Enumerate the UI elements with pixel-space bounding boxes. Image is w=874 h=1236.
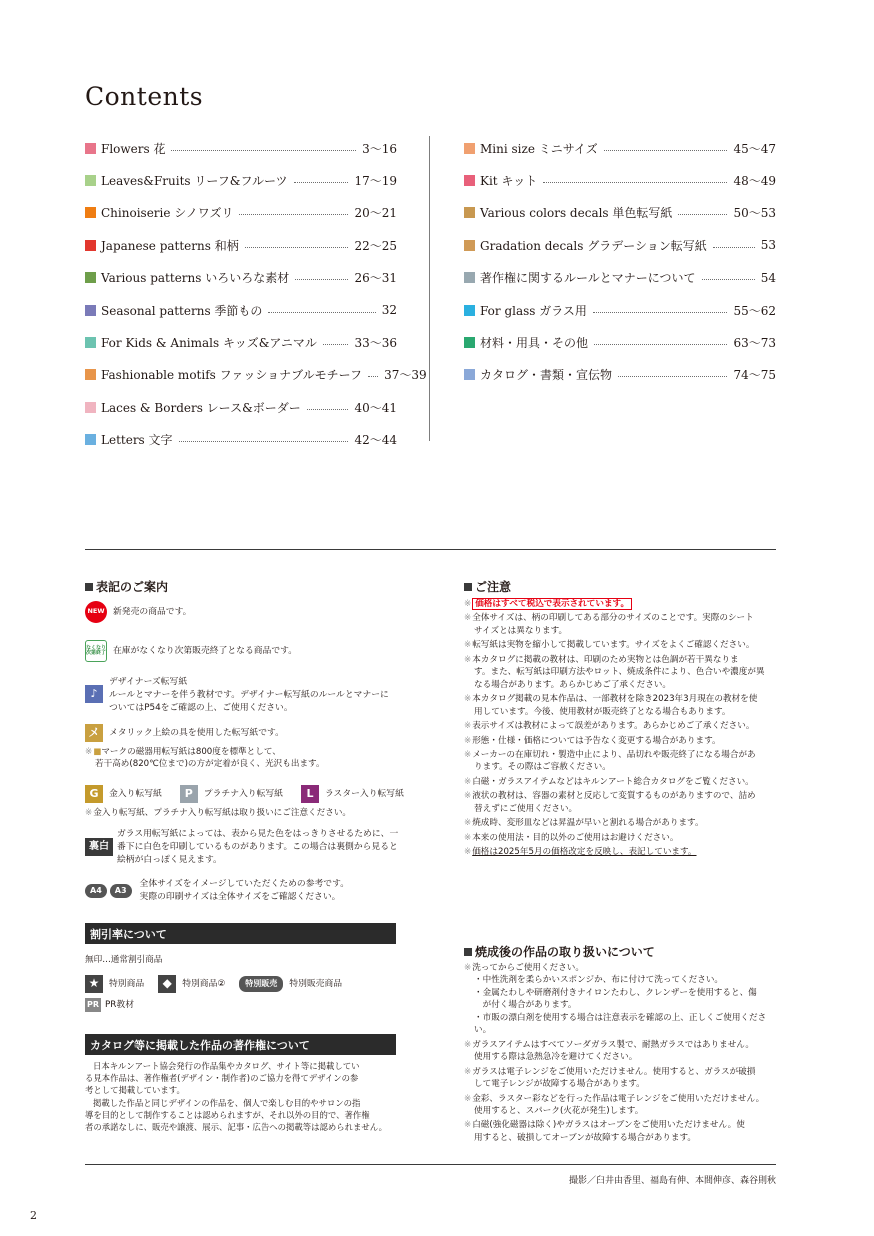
heading-square-icon bbox=[464, 948, 472, 956]
note-mark: ※ bbox=[464, 735, 472, 746]
note-mark: ※ bbox=[464, 1120, 472, 1131]
toc-label: Flowers 花 bbox=[101, 141, 166, 156]
after-firing-text: 使用すると、スパーク(火花が発生)します。 bbox=[474, 1105, 644, 1116]
ura-shiro-badge-icon: 裏白 bbox=[85, 838, 113, 856]
a3-badge-icon: A3 bbox=[110, 884, 132, 898]
toc-leader-dots bbox=[593, 312, 728, 313]
after-firing-line bbox=[464, 1132, 776, 1144]
toc-item[interactable] bbox=[85, 164, 397, 196]
caution-heading bbox=[464, 578, 511, 595]
caution-line bbox=[464, 735, 776, 747]
star-icon: ★ bbox=[85, 975, 103, 993]
toc-label: Mini size ミニサイズ bbox=[480, 141, 598, 156]
toc-leader-dots bbox=[604, 150, 728, 151]
after-firing-line bbox=[464, 1066, 776, 1078]
after-firing-line bbox=[464, 999, 776, 1011]
copyright-line2: る見本作品は、著作権者(デザイン・制作者)のご協力を得てデザインの参 bbox=[85, 1073, 359, 1084]
note-mark: ※ bbox=[464, 832, 472, 843]
toc-label: Seasonal patterns 季節もの bbox=[101, 303, 263, 318]
toc-leader-dots bbox=[268, 312, 375, 313]
caution-line bbox=[464, 790, 776, 802]
toc-item[interactable] bbox=[464, 326, 776, 358]
toc-label: Leaves&Fruits リーフ&フルーツ bbox=[101, 174, 288, 189]
toc-item[interactable] bbox=[464, 294, 776, 326]
caution-text: メーカーの在庫切れ・製造中止により、品切れや販売終了になる場合があ bbox=[472, 749, 756, 760]
legend-out-row bbox=[85, 640, 297, 662]
caution-text: 全体サイズは、柄の印刷してある部分のサイズのことです。実際のシート bbox=[472, 613, 754, 624]
toc-item[interactable] bbox=[464, 197, 776, 229]
toc-leader-dots bbox=[295, 279, 348, 280]
toc-color-swatch bbox=[85, 175, 96, 186]
toc-color-swatch bbox=[85, 337, 96, 348]
special-sale-badge-icon: 特別販売 bbox=[239, 976, 283, 992]
discount-special-row bbox=[85, 975, 342, 993]
toc-leader-dots bbox=[368, 376, 378, 377]
metal-caution-text: 金入り転写紙、プラチナ入り転写紙は取り扱いにご注意ください。 bbox=[93, 808, 352, 818]
legend-gpl-row bbox=[85, 785, 404, 803]
new-badge-icon: NEW bbox=[85, 601, 107, 623]
after-firing-text: が付く場合があります。 bbox=[474, 1000, 577, 1011]
toc-leader-dots bbox=[618, 376, 727, 377]
discount-pr-row bbox=[85, 998, 134, 1012]
legend-designer-row bbox=[85, 676, 389, 714]
copyright-line5: 導を目的として制作することは認められますが、それ以外の目的で、著作権 bbox=[85, 1109, 370, 1120]
after-firing-text: 白磁(強化磁器は除く)やガラスはオーブンをご使用いただけません。使 bbox=[472, 1120, 745, 1131]
caution-text: 液状の教材は、容器の素材と反応して変質するものがありますので、詰め bbox=[472, 791, 756, 802]
platinum-badge-icon: P bbox=[180, 785, 198, 803]
toc-page-range: 17〜19 bbox=[354, 174, 397, 189]
size-line1: 全体サイズをイメージしていただくための参考です。 bbox=[139, 879, 349, 889]
metal-note-line1: マークの磁器用転写紙は800度を標準として、 bbox=[101, 747, 281, 757]
toc-color-swatch bbox=[85, 207, 96, 218]
metal-note-line2: 若干高め(820℃位まで)の方が定着が良く、光沢も出ます。 bbox=[95, 759, 325, 770]
caution-text: 焼成時、変形皿などは昇温が早いと割れる場合があります。 bbox=[472, 818, 704, 829]
ura-line2: 番下に白色を印刷しているものがあります。この場合は裏側から見ると bbox=[117, 841, 398, 852]
legend-new-text: 新発売の商品です。 bbox=[113, 606, 192, 617]
gold-badge-icon: G bbox=[85, 785, 103, 803]
toc-page-range: 45〜47 bbox=[733, 141, 776, 156]
caution-line bbox=[464, 666, 776, 678]
toc-label: Chinoiserie シノワズリ bbox=[101, 206, 234, 221]
toc-leader-dots bbox=[239, 214, 348, 215]
toc-color-swatch bbox=[85, 434, 96, 445]
legend-new-row bbox=[85, 601, 191, 623]
toc-color-swatch bbox=[85, 369, 96, 380]
after-firing-heading bbox=[464, 943, 655, 960]
caution-text: ります。その際はご容赦ください。 bbox=[474, 762, 611, 773]
legend-heading bbox=[85, 578, 168, 595]
heading-square-icon bbox=[464, 583, 472, 591]
diamond-icon: ◆ bbox=[158, 975, 176, 993]
legend-ura-row bbox=[85, 828, 398, 866]
small-metallic-icon: ■ bbox=[93, 747, 102, 757]
after-firing-text: して電子レンジが故障する場合があります。 bbox=[474, 1079, 645, 1090]
after-firing-list bbox=[464, 962, 776, 1144]
toc-leader-dots bbox=[307, 409, 349, 410]
after-firing-text: 洗ってからご使用ください。 bbox=[472, 963, 584, 973]
caution-line bbox=[464, 706, 776, 718]
toc-color-swatch bbox=[464, 369, 475, 380]
after-firing-text: 使用する際は急熱急冷を避けてください。 bbox=[474, 1052, 638, 1063]
toc-color-swatch bbox=[85, 272, 96, 283]
note-mark: ※ bbox=[464, 1093, 472, 1104]
toc-label: Various patterns いろいろな素材 bbox=[101, 271, 290, 286]
caution-line bbox=[464, 776, 776, 788]
after-firing-text: ・市販の漂白剤を使用する場合は注意表示を確認の上、正しくご使用ください。 bbox=[474, 1012, 767, 1036]
after-firing-line bbox=[464, 1012, 776, 1037]
caution-text: 用しています。今後、使用教材が販売終了となる場合もあります。 bbox=[474, 706, 731, 717]
caution-line bbox=[464, 693, 776, 705]
caution-line bbox=[464, 749, 776, 761]
toc-page-range: 40〜41 bbox=[354, 400, 397, 415]
page-title: Contents bbox=[85, 82, 204, 111]
toc-left-column bbox=[85, 132, 427, 456]
caution-text: 価格はすべて税込で表示されています。 bbox=[472, 598, 632, 610]
caution-line bbox=[464, 817, 776, 829]
after-firing-text: 金彩、ラスター彩などを行った作品は電子レンジをご使用いただけません。 bbox=[472, 1093, 765, 1104]
toc-leader-dots bbox=[171, 150, 356, 151]
note-mark: ※ bbox=[464, 640, 472, 651]
caution-list bbox=[464, 598, 776, 859]
caution-line bbox=[464, 625, 776, 637]
luster-badge-icon: L bbox=[301, 785, 319, 803]
diamond-text: 特別商品② bbox=[182, 978, 226, 989]
toc-color-swatch bbox=[464, 337, 475, 348]
note-mark: ※ bbox=[85, 747, 93, 757]
toc-label: Letters 文字 bbox=[101, 433, 173, 448]
caution-text: 本来の使用法・目的以外のご使用はお避けください。 bbox=[472, 832, 679, 843]
caution-text: 表示サイズは教材によって誤差があります。あらかじめご了承ください。 bbox=[472, 721, 755, 732]
note-mark: ※ bbox=[464, 599, 472, 609]
toc-leader-dots bbox=[678, 214, 727, 215]
toc-label: カタログ・書類・宣伝物 bbox=[480, 368, 613, 383]
note-mark: ※ bbox=[464, 654, 472, 665]
section-divider bbox=[85, 549, 776, 550]
caution-text: 本カタログ掲載の見本作品は、一部教材を除き2023年3月現在の教材を使 bbox=[472, 694, 758, 705]
toc-color-swatch bbox=[85, 143, 96, 154]
toc-item[interactable] bbox=[464, 164, 776, 196]
special-sale-text: 特別販売商品 bbox=[289, 978, 343, 989]
toc-page-range: 20〜21 bbox=[354, 206, 397, 221]
copyright-body bbox=[85, 1060, 397, 1133]
metallic-mark-icon: メ bbox=[85, 724, 103, 742]
note-mark: ※ bbox=[464, 776, 472, 787]
copyright-line6: 者の承諾なしに、販売や譲渡、展示、記事・広告への掲載等は認められません。 bbox=[85, 1121, 388, 1132]
toc-leader-dots bbox=[543, 182, 727, 183]
legend-out-text: 在庫がなくなり次第販売終了となる商品です。 bbox=[113, 645, 298, 656]
note-mark: ※ bbox=[464, 847, 472, 858]
platinum-text: プラチナ入り転写紙 bbox=[203, 788, 283, 799]
caution-line bbox=[464, 761, 776, 773]
toc-right-column bbox=[464, 132, 776, 391]
note-mark: ※ bbox=[464, 694, 472, 705]
toc-page-range: 26〜31 bbox=[354, 271, 397, 286]
copyright-heading: カタログ等に掲載した作品の著作権について bbox=[85, 1034, 396, 1055]
caution-line bbox=[464, 832, 776, 844]
note-mark: ※ bbox=[464, 721, 472, 732]
note-mark: ※ bbox=[464, 613, 472, 624]
toc-leader-dots bbox=[594, 344, 727, 345]
pr-text: PR教材 bbox=[105, 999, 135, 1010]
toc-page-range: 48〜49 bbox=[733, 174, 776, 189]
toc-item[interactable] bbox=[85, 359, 427, 391]
toc-item[interactable] bbox=[85, 229, 397, 261]
toc-page-range: 42〜44 bbox=[354, 433, 397, 448]
ura-line1: ガラス用転写紙によっては、表から見た色をはっきりさせるために、一 bbox=[117, 829, 399, 839]
toc-leader-dots bbox=[713, 247, 755, 248]
legend-metal-text: メタリック上絵の具を使用した転写紙です。 bbox=[109, 727, 284, 738]
after-firing-text: ガラスは電子レンジをご使用いただけません。使用すると、ガラスが破損 bbox=[472, 1066, 756, 1077]
toc-label: Gradation decals グラデーション転写紙 bbox=[480, 238, 707, 253]
toc-label: Japanese patterns 和柄 bbox=[101, 238, 239, 253]
legend-size-row bbox=[85, 878, 349, 904]
toc-color-swatch bbox=[464, 305, 475, 316]
caution-line bbox=[464, 803, 776, 815]
caution-text: サイズとは異なります。 bbox=[474, 625, 568, 636]
toc-label: For Kids & Animals キッズ&アニマル bbox=[101, 336, 317, 351]
heading-square-icon bbox=[85, 583, 93, 591]
toc-leader-dots bbox=[245, 247, 349, 248]
caution-text: 形態・仕様・価格については予告なく変更する場合があります。 bbox=[472, 735, 721, 746]
toc-page-range: 3〜16 bbox=[362, 141, 397, 156]
toc-color-swatch bbox=[464, 240, 475, 251]
toc-item[interactable] bbox=[85, 262, 397, 294]
toc-color-swatch bbox=[464, 207, 475, 218]
designer-line3: ついてはP54をご確認の上、ご使用ください。 bbox=[109, 702, 293, 713]
caution-line bbox=[464, 846, 776, 858]
toc-divider bbox=[429, 136, 430, 441]
after-firing-line bbox=[464, 1078, 776, 1090]
toc-page-range: 55〜62 bbox=[733, 303, 776, 318]
toc-page-range: 32 bbox=[381, 303, 397, 318]
after-firing-line bbox=[464, 1105, 776, 1117]
designer-line2: ルールとマナーを伴う教材です。デザイナー転写紙のルールとマナーに bbox=[109, 689, 389, 700]
page-number: 2 bbox=[30, 1209, 37, 1222]
toc-color-swatch bbox=[464, 175, 475, 186]
after-firing-line bbox=[464, 987, 776, 999]
caution-line bbox=[464, 679, 776, 691]
size-line2: 実際の印刷サイズは全体サイズをご確認ください。 bbox=[139, 891, 341, 902]
toc-label: Kit キット bbox=[480, 174, 538, 189]
after-firing-heading-text: 焼成後の作品の取り扱いについて bbox=[475, 945, 655, 959]
sold-out-badge-icon: なくなり次第終了 bbox=[85, 640, 107, 662]
toc-color-swatch bbox=[464, 272, 475, 283]
toc-label: For glass ガラス用 bbox=[480, 303, 587, 318]
a4-badge-icon: A4 bbox=[85, 884, 107, 898]
note-mark: ※ bbox=[464, 1039, 472, 1050]
designer-line1: デザイナーズ転写紙 bbox=[109, 677, 188, 687]
toc-page-range: 54 bbox=[760, 270, 776, 285]
discount-none: 無印…通常割引商品 bbox=[85, 955, 163, 965]
metal-caution bbox=[85, 807, 351, 819]
toc-item[interactable] bbox=[85, 294, 397, 326]
caution-line bbox=[464, 598, 776, 610]
metal-note bbox=[85, 746, 325, 771]
toc-item[interactable] bbox=[464, 229, 776, 261]
toc-item[interactable] bbox=[85, 326, 397, 358]
note-mark: ※ bbox=[464, 749, 472, 760]
toc-item[interactable] bbox=[85, 132, 397, 164]
toc-item[interactable] bbox=[85, 424, 397, 456]
toc-label: Fashionable motifs ファッショナブルモチーフ bbox=[101, 368, 363, 383]
luster-text: ラスター入り転写紙 bbox=[324, 788, 404, 799]
caution-text: 価格は2025年5月の価格改定を反映し、表記しています。 bbox=[472, 847, 697, 858]
after-firing-line bbox=[464, 962, 776, 974]
toc-color-swatch bbox=[85, 305, 96, 316]
toc-item[interactable] bbox=[85, 391, 397, 423]
note-mark: ※ bbox=[464, 963, 472, 973]
gold-text: 金入り転写紙 bbox=[109, 788, 162, 799]
toc-page-range: 33〜36 bbox=[354, 336, 397, 351]
ura-line3: 絵柄が白っぽく見えます。 bbox=[117, 854, 222, 865]
after-firing-line bbox=[464, 1119, 776, 1131]
toc-item[interactable] bbox=[464, 262, 776, 294]
after-firing-text: ガラスアイテムはすべてソーダガラス製で、耐熱ガラスではありません。 bbox=[472, 1039, 754, 1050]
toc-leader-dots bbox=[702, 279, 755, 280]
caution-text: 転写紙は実物を縮小して掲載しています。サイズをよくご確認ください。 bbox=[472, 640, 755, 651]
star-text: 特別商品 bbox=[109, 978, 145, 989]
toc-page-range: 50〜53 bbox=[733, 206, 776, 221]
toc-page-range: 63〜73 bbox=[733, 336, 776, 351]
caution-text: 替えずにご使用ください。 bbox=[474, 803, 578, 814]
legend-metal-row bbox=[85, 724, 284, 742]
after-firing-line bbox=[464, 1039, 776, 1051]
caution-line bbox=[464, 720, 776, 732]
toc-label: 著作権に関するルールとマナーについて bbox=[480, 271, 696, 286]
toc-page-range: 37〜39 bbox=[384, 368, 427, 383]
caution-text: 白磁・ガラスアイテムなどはキルンアート総合カタログをご覧ください。 bbox=[472, 776, 754, 787]
toc-color-swatch bbox=[464, 143, 475, 154]
after-firing-line bbox=[464, 974, 776, 986]
caution-text: なる場合があります。あらかじめご了承ください。 bbox=[474, 679, 671, 690]
legend-heading-text: 表記のご案内 bbox=[96, 580, 169, 594]
pr-badge-icon: PR bbox=[85, 998, 101, 1012]
note-mark: ※ bbox=[464, 818, 472, 829]
toc-color-swatch bbox=[85, 402, 96, 413]
toc-page-range: 22〜25 bbox=[354, 238, 397, 253]
toc-leader-dots bbox=[323, 344, 349, 345]
toc-item[interactable] bbox=[464, 359, 776, 391]
caution-text: す。また、転写紙は印刷方法やロット、焼成条件により、色合いや濃度が異 bbox=[474, 667, 765, 678]
after-firing-text: 用すると、破損してオーブンが故障する場合があります。 bbox=[474, 1132, 696, 1143]
toc-label: Laces & Borders レース&ボーダー bbox=[101, 400, 301, 415]
discount-heading: 割引率について bbox=[85, 923, 396, 944]
caution-line bbox=[464, 654, 776, 666]
toc-color-swatch bbox=[85, 240, 96, 251]
caution-line bbox=[464, 639, 776, 651]
toc-page-range: 53 bbox=[760, 238, 776, 253]
caution-heading-text: ご注意 bbox=[475, 580, 512, 594]
toc-item[interactable] bbox=[85, 197, 397, 229]
note-mark: ※ bbox=[85, 808, 93, 818]
footer-divider bbox=[85, 1164, 776, 1165]
toc-leader-dots bbox=[294, 182, 349, 183]
toc-label: 材料・用具・その他 bbox=[480, 336, 589, 351]
copyright-line1: 日本キルンアート協会発行の作品集やカタログ、サイト等に掲載してい bbox=[93, 1061, 360, 1071]
caution-text: 本カタログに掲載の教材は、印刷のため実物とは色調が若干異なりま bbox=[472, 654, 739, 665]
music-note-icon: ♪ bbox=[85, 685, 103, 703]
toc-label: Various colors decals 単色転写紙 bbox=[480, 206, 673, 221]
photo-credit: 撮影／臼井由香里、福島有伸、本間伸彦、森谷則秋 bbox=[568, 1176, 776, 1186]
toc-page-range: 74〜75 bbox=[733, 368, 776, 383]
copyright-line3: 考として掲載しています。 bbox=[85, 1085, 185, 1096]
copyright-line4: 掲載した作品と同じデザインの作品を、個人で楽しむ目的やサロンの指 bbox=[93, 1097, 361, 1108]
caution-line bbox=[464, 612, 776, 624]
note-mark: ※ bbox=[464, 1066, 472, 1077]
note-mark: ※ bbox=[464, 791, 472, 802]
toc-item[interactable] bbox=[464, 132, 776, 164]
after-firing-text: ・金属たわしや研磨剤付きナイロンたわし、クレンザーを使用すると、傷 bbox=[474, 987, 757, 998]
after-firing-line bbox=[464, 1051, 776, 1063]
after-firing-line bbox=[464, 1093, 776, 1105]
toc-leader-dots bbox=[179, 441, 349, 442]
after-firing-text: ・中性洗剤を柔らかいスポンジか、布に付けて洗ってください。 bbox=[474, 975, 724, 986]
